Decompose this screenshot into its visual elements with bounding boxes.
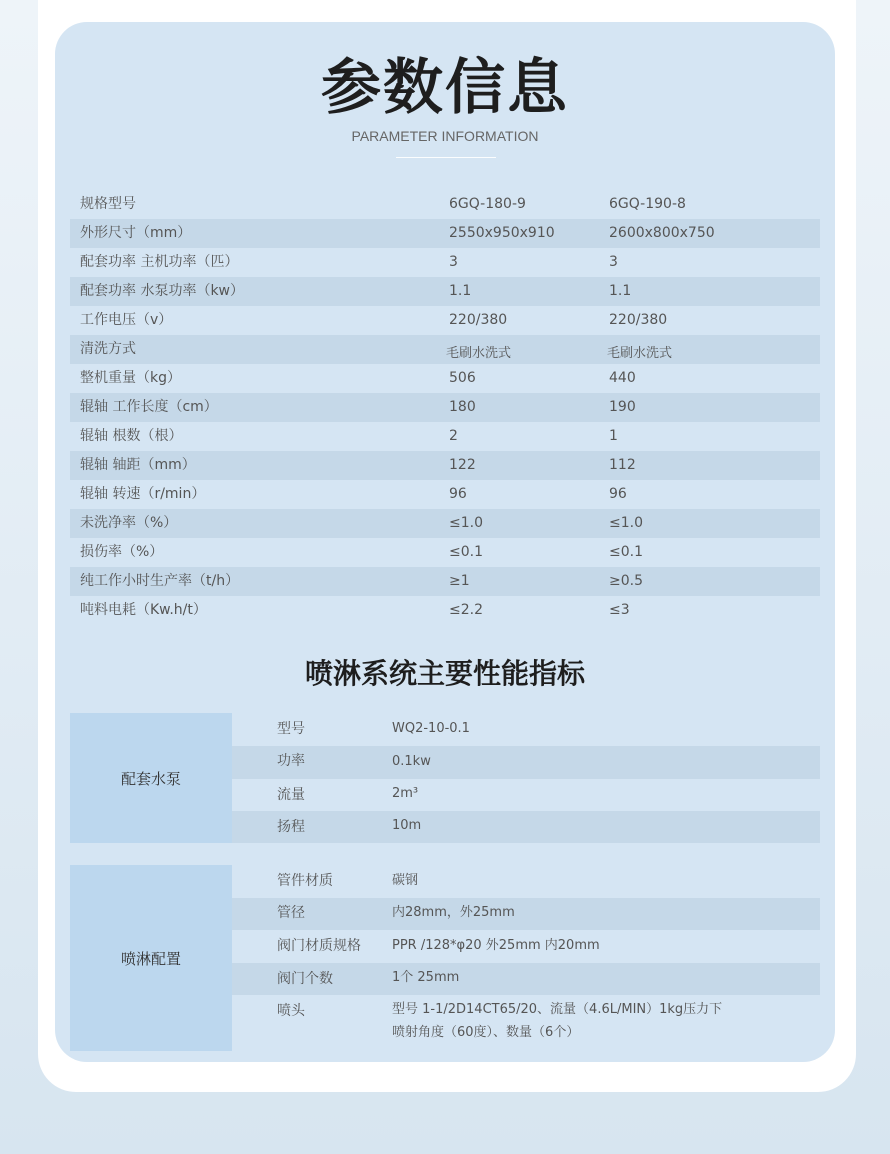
model-a-value: 180 bbox=[449, 399, 476, 415]
spec-value-line2: 喷射角度（60度）、数量（6个） bbox=[392, 1025, 580, 1040]
row-label: 工作电压（v） bbox=[80, 312, 173, 328]
model-b-value: ≤3 bbox=[609, 602, 630, 618]
row-label: 配套功率 水泵功率（kw） bbox=[80, 283, 245, 299]
model-a-value: 1.1 bbox=[449, 283, 472, 299]
model-a-value: ≤0.1 bbox=[449, 544, 483, 560]
spray-group bbox=[70, 865, 820, 1051]
spec-value: 10m bbox=[392, 818, 422, 833]
model-b-value: 190 bbox=[609, 399, 636, 415]
table-row bbox=[70, 451, 820, 480]
table-row bbox=[70, 480, 820, 509]
row-label: 规格型号 bbox=[80, 196, 136, 212]
table-row bbox=[70, 364, 820, 393]
table-row bbox=[70, 422, 820, 451]
row-label: 纯工作小时生产率（t/h） bbox=[80, 573, 240, 589]
table-row bbox=[70, 219, 820, 248]
model-b-value: 3 bbox=[609, 254, 618, 270]
list-item bbox=[232, 811, 820, 843]
row-label: 未洗净率（%） bbox=[80, 515, 178, 531]
spec-value: 内28mm，外25mm bbox=[392, 905, 515, 920]
list-item bbox=[232, 995, 820, 1051]
model-b-value: ≥0.5 bbox=[609, 573, 643, 589]
list-item bbox=[232, 930, 820, 963]
spec-value: WQ2-10-0.1 bbox=[392, 721, 470, 736]
table-row bbox=[70, 509, 820, 538]
row-label: 清洗方式 bbox=[80, 341, 136, 357]
spec-value: 型号 1-1/2D14CT65/20、流量（4.6L/MIN）1kg压力下 bbox=[392, 1002, 723, 1017]
model-b-value: 毛刷水洗式 bbox=[607, 346, 673, 361]
model-b-value: 96 bbox=[609, 486, 627, 502]
row-label: 辊轴 轴距（mm） bbox=[80, 457, 196, 473]
spec-key: 阀门材质规格 bbox=[277, 938, 361, 954]
spec-key: 型号 bbox=[277, 721, 305, 737]
row-label: 外形尺寸（mm） bbox=[80, 225, 192, 241]
spec-key: 喷头 bbox=[277, 1003, 305, 1019]
model-b-value: ≤0.1 bbox=[609, 544, 643, 560]
table-row bbox=[70, 248, 820, 277]
model-a-value: ≤1.0 bbox=[449, 515, 483, 531]
spec-value: 1个 25mm bbox=[392, 970, 460, 985]
pump-group bbox=[70, 713, 820, 843]
model-a-value: 506 bbox=[449, 370, 476, 386]
model-b-value: ≤1.0 bbox=[609, 515, 643, 531]
table-row bbox=[70, 190, 820, 219]
list-item bbox=[232, 865, 820, 898]
model-b-value: 220/380 bbox=[609, 312, 668, 328]
spray-group-label: 喷淋配置 bbox=[70, 865, 232, 1051]
model-b-value: 112 bbox=[609, 457, 636, 473]
row-label: 损伤率（%） bbox=[80, 544, 164, 560]
spec-value: PPR /128*φ20 外25mm 内20mm bbox=[392, 938, 600, 953]
spec-key: 流量 bbox=[277, 787, 305, 803]
model-b-value: 1 bbox=[609, 428, 618, 444]
spec-key: 功率 bbox=[277, 753, 305, 769]
model-b-value: 6GQ-190-8 bbox=[609, 196, 686, 212]
table-row bbox=[70, 335, 820, 364]
table-row bbox=[70, 393, 820, 422]
model-a-value: 毛刷水洗式 bbox=[446, 346, 512, 361]
list-item bbox=[232, 713, 820, 746]
row-label: 吨料电耗（Kw.h/t） bbox=[80, 602, 207, 618]
table-row bbox=[70, 596, 820, 625]
model-a-value: 3 bbox=[449, 254, 458, 270]
spec-key: 扬程 bbox=[277, 819, 305, 835]
spec-key: 阀门个数 bbox=[277, 971, 333, 987]
model-a-value: 6GQ-180-9 bbox=[449, 196, 526, 212]
page-subtitle: PARAMETER INFORMATION bbox=[351, 128, 539, 144]
row-label: 辊轴 根数（根） bbox=[80, 428, 183, 444]
model-b-value: 440 bbox=[609, 370, 636, 386]
row-label: 辊轴 转速（r/min） bbox=[80, 486, 206, 502]
model-a-value: 2 bbox=[449, 428, 458, 444]
row-label: 辊轴 工作长度（cm） bbox=[80, 399, 218, 415]
model-a-value: 2550x950x910 bbox=[449, 225, 555, 241]
title-divider bbox=[396, 157, 496, 158]
model-a-value: 122 bbox=[449, 457, 476, 473]
list-item bbox=[232, 779, 820, 811]
table-row bbox=[70, 277, 820, 306]
model-a-value: ≥1 bbox=[449, 573, 470, 589]
spec-key: 管径 bbox=[277, 905, 305, 921]
model-a-value: ≤2.2 bbox=[449, 602, 483, 618]
table-row bbox=[70, 567, 820, 596]
spec-key: 管件材质 bbox=[277, 873, 333, 889]
spec-value: 0.1kw bbox=[392, 754, 431, 769]
row-label: 整机重量（kg） bbox=[80, 370, 181, 386]
model-b-value: 2600x800x750 bbox=[609, 225, 715, 241]
spec-value: 碳钢 bbox=[392, 873, 419, 888]
table-row bbox=[70, 538, 820, 567]
model-b-value: 1.1 bbox=[609, 283, 632, 299]
pump-group-label: 配套水泵 bbox=[70, 713, 232, 843]
spec-table bbox=[70, 190, 820, 625]
model-a-value: 96 bbox=[449, 486, 467, 502]
table-row bbox=[70, 306, 820, 335]
page-title: 参数信息 bbox=[321, 53, 569, 123]
list-item bbox=[232, 963, 820, 995]
row-label: 配套功率 主机功率（匹） bbox=[80, 254, 239, 270]
section-title: 喷淋系统主要性能指标 bbox=[304, 657, 585, 690]
list-item bbox=[232, 746, 820, 779]
spec-value: 2m³ bbox=[392, 786, 419, 801]
model-a-value: 220/380 bbox=[449, 312, 508, 328]
list-item bbox=[232, 898, 820, 930]
